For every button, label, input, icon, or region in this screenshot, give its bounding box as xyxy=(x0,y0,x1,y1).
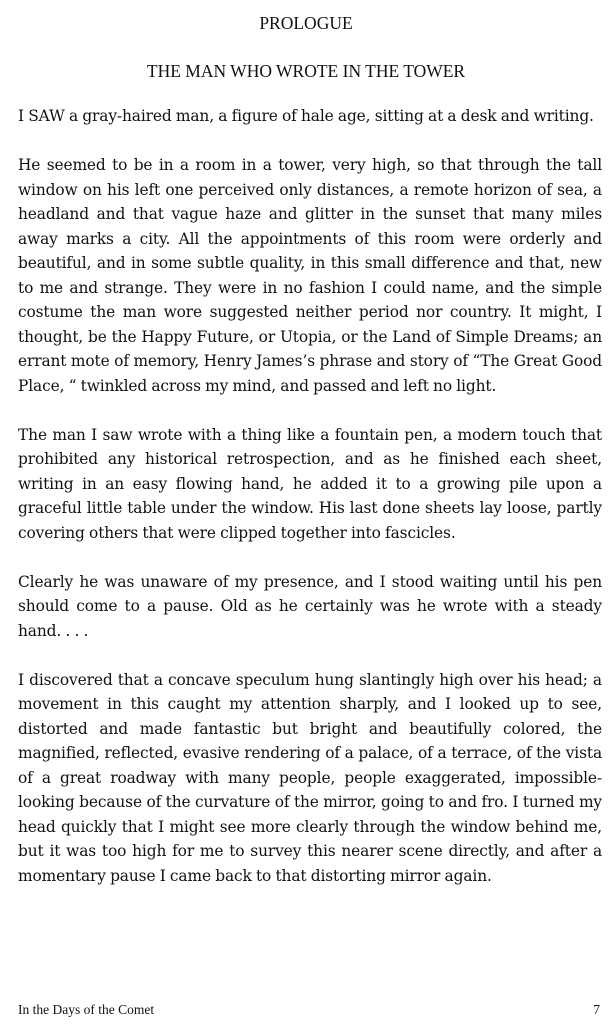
paragraph: I SAW a gray-haired man, a figure of hale age, sitting at a desk and writing. xyxy=(18,107,594,125)
paragraph: He seemed to be in a room in a tower, very high, so that through the tall window on his left one perceived only distances, a remote horizon of sea, a headland and that vague haze and glitter in the sunset that many miles away marks a city. All the appointments of this room were orderly and beautiful, and in some subtle quality, in this small difference and that, new to me and strange. They were in no fashion I could name, and the simple costume the man wore suggested neither period nor country. It might, I thought, be the Happy Future, or Utopia, or the Land of Simple Dreams; an errant mote of memory, Henry James’s phrase and story of “The Great Good Place, “ twinkled across my mind, and passed and left no light. xyxy=(18,156,602,395)
body-text xyxy=(18,104,602,913)
chapter-title: THE MAN WHO WROTE IN THE TOWER xyxy=(146,61,466,81)
paragraph: Clearly he was unaware of my presence, and I stood waiting until his pen should come to a pause. Old as he certainly was he wrote with a steady hand. . . . xyxy=(18,572,602,640)
footer-page-number: 7 xyxy=(593,1002,600,1017)
paragraph: I discovered that a concave speculum hung slantingly high over his head; a movement in this caught my attention sharply, and I looked up to see, distorted and made fantastic but bright and beautifully colored, the magnified, reflected, evasive rendering of a palace, of a terrace, of the vista of a great roadway with many people, people exaggerated, impossible-looking because of the curvature of the mirror, going to and fro. I turned my head quickly that I might see more clearly through the window behind me, but it was too high for me to survey this nearer scene directly, and after a momentary pause I came back to that distorting mirror again. xyxy=(18,670,602,885)
paragraph: The man I saw wrote with a thing like a fountain pen, a modern touch that prohibited any historical retrospection, and as he finished each sheet, writing in an easy flowing hand, he added it to a growing pile upon a graceful little table under the window. His last done sheets lay loose, partly covering others that were clipped together into fascicles. xyxy=(18,425,602,542)
footer-book-title: In the Days of the Comet xyxy=(18,1002,155,1017)
section-heading: PROLOGUE xyxy=(259,13,353,33)
